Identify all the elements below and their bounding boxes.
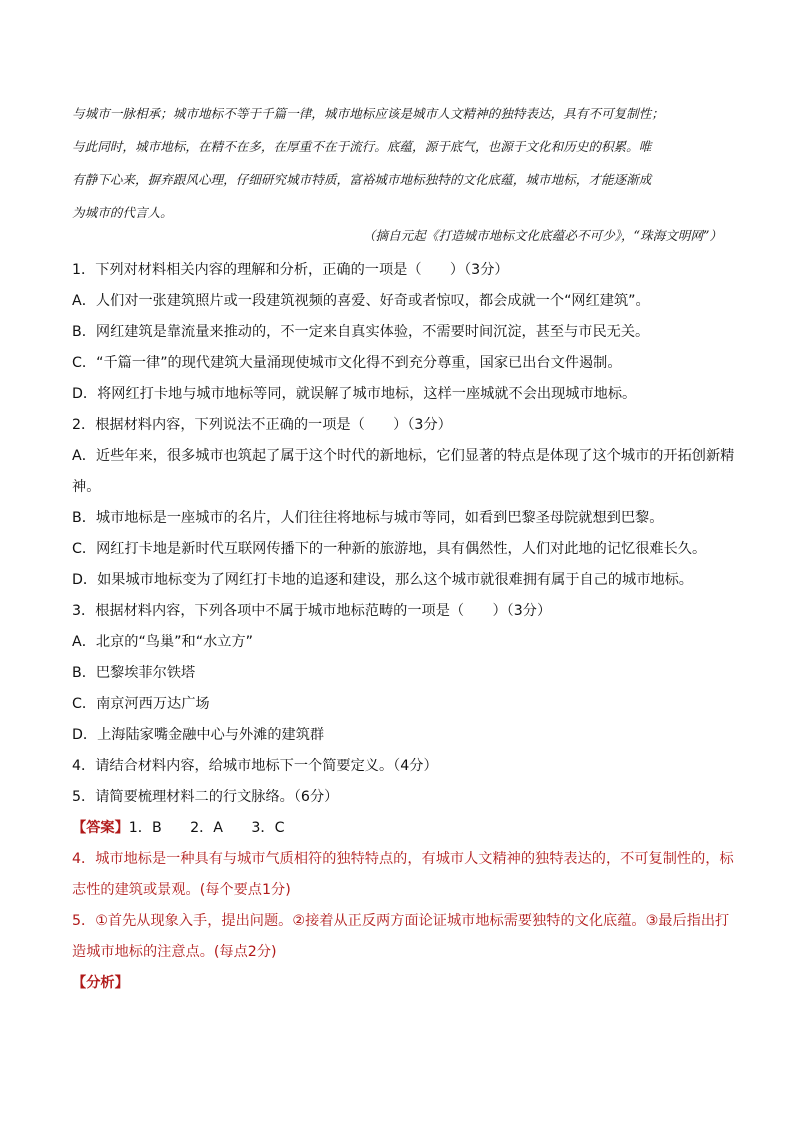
question-5: 5．请简要梳理材料二的行文脉络。（6分）: [72, 789, 339, 805]
option-3c: C．南京河西万达广场: [72, 696, 210, 712]
option-3a: A．北京的“鸟巢”和“水立方”: [72, 634, 253, 650]
option-2c: C．网红打卡地是新时代互联网传播下的一种新的旅游地，具有偶然性，人们对此地的记忆很难长久。: [72, 541, 707, 557]
answer-5-line2: 造城市地标的注意点。(每点2分): [72, 944, 277, 960]
option-2b: B．城市地标是一座城市的名片，人们往往将地标与城市等同，如看到巴黎圣母院就想到巴黎。: [72, 510, 664, 526]
answer-mc-values: 1．B 2．A 3．C: [128, 820, 285, 836]
question-3: 3．根据材料内容，下列各项中不属于城市地标范畴的一项是（ ）（3分）: [72, 603, 552, 619]
passage-line: 有静下心来，摒弃跟风心理，仔细研究城市特质，富裕城市地标独特的文化底蕴，城市地标，才能逐渐成: [72, 172, 652, 187]
passage-line: 与此同时，城市地标，在精不在多，在厚重不在于流行。底蕴，源于底气，也源于文化和历史的积累。唯: [72, 139, 652, 154]
passage-line: 为城市的代言人。: [72, 205, 173, 220]
question-block: [72, 255, 735, 999]
passage-source: （摘自元起《打造城市地标文化底蕴必不可少》，“珠海文明网”）: [362, 228, 722, 243]
answer-4-line1: 4．城市地标是一种具有与城市气质相符的独特特点的，有城市人文精神的独特表达的，不可复制性的，标: [72, 851, 734, 867]
question-1: 1．下列对材料相关内容的理解和分析，正确的一项是（ ）（3分）: [72, 262, 509, 278]
question-4: 4．请结合材料内容，给城市地标下一个简要定义。（4分）: [72, 758, 438, 774]
answer-mc: [72, 813, 732, 844]
analysis-tag: 【分析】: [72, 975, 129, 991]
passage-text: [72, 97, 722, 229]
option-1b: B．网红建筑是靠流量来推动的，不一定来自真实体验，不需要时间沉淀，甚至与市民无关。: [72, 324, 650, 340]
option-1d: D．将网红打卡地与城市地标等同，就误解了城市地标，这样一座城就不会出现城市地标。: [72, 386, 637, 402]
question-2: 2．根据材料内容，下列说法不正确的一项是（ ）（3分）: [72, 417, 452, 433]
option-1a: A．人们对一张建筑照片或一段建筑视频的喜爱、好奇或者惊叹，都会成就一个“网红建筑”。: [72, 293, 650, 309]
answer-tag: 【答案】: [72, 820, 129, 836]
option-1c: C．“千篇一律”的现代建筑大量涌现使城市文化得不到充分尊重，国家已出台文件遏制。: [72, 355, 622, 371]
option-3d: D．上海陆家嘴金融中心与外滩的建筑群: [72, 727, 325, 743]
passage-line: 与城市一脉相承；城市地标不等于千篇一律，城市地标应该是城市人文精神的独特表达，具有不可复制性；: [72, 106, 664, 121]
option-3b: B．巴黎埃菲尔铁塔: [72, 665, 196, 681]
option-2d: D．如果城市地标变为了网红打卡地的追逐和建设，那么这个城市就很难拥有属于自己的城市地标。: [72, 572, 693, 588]
answer-4-line2: 志性的建筑或景观。(每个要点1分): [72, 882, 291, 898]
option-2a-line2: 神。: [72, 479, 101, 495]
option-2a-line1: A．近些年来，很多城市也筑起了属于这个时代的新地标，它们显著的特点是体现了这个城市的开拓创新精: [72, 448, 735, 464]
answer-5-line1: 5．①首先从现象入手，提出问题。②接着从正反两方面论证城市地标需要独特的文化底蕴。③最后指出打: [72, 913, 730, 929]
